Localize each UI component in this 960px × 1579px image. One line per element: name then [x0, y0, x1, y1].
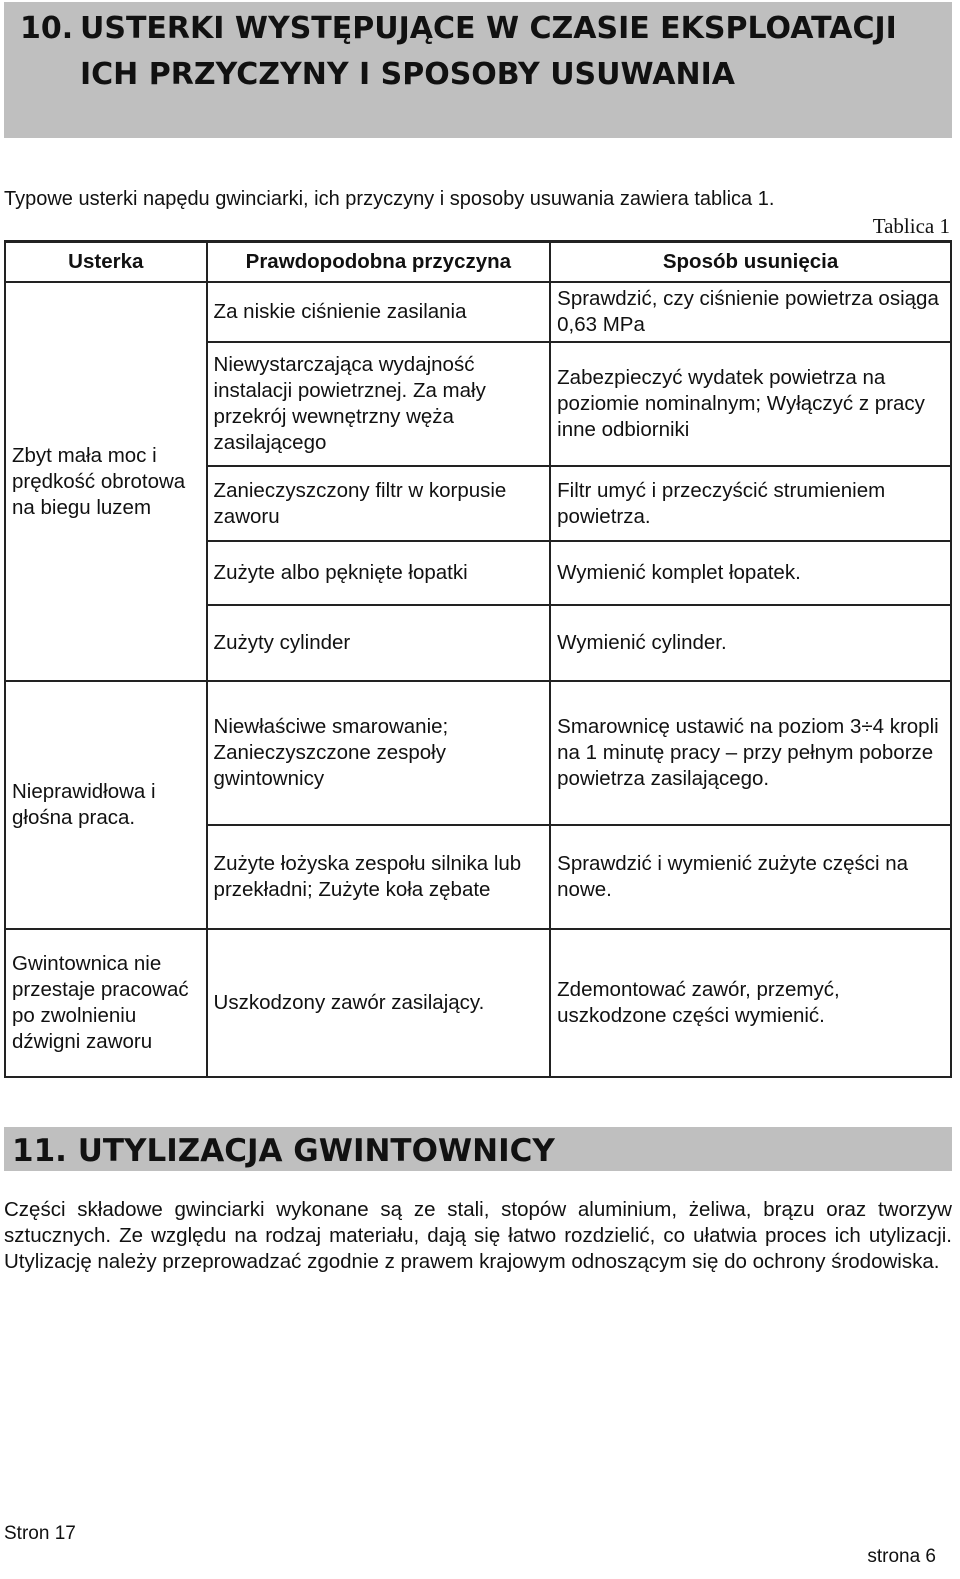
remedy-cell: Wymienić cylinder.: [550, 605, 951, 681]
cause-cell: Zużyty cylinder: [207, 605, 551, 681]
cause-cell: Niewłaściwe smarowanie; Zanieczyszczone zespoły gwintownicy: [207, 681, 551, 825]
remedy-cell: Zabezpieczyć wydatek powietrza na poziomie nominalnym; Wyłączyć z pracy inne odbiorniki: [550, 342, 951, 466]
cause-cell: Niewystarczająca wydajność instalacji powietrznej. Za mały przekrój wewnętrzny węża zasilającego: [207, 342, 551, 466]
section-11-number: 11.: [12, 1133, 67, 1169]
table-caption: Tablica 1: [872, 214, 950, 238]
header-cause: Prawdopodobna przyczyna: [207, 242, 551, 283]
table-header-row: [5, 242, 951, 283]
section-11-header: [4, 1127, 952, 1171]
fault-cell: Nieprawidłowa i głośna praca.: [5, 681, 207, 929]
remedy-cell: Smarownicę ustawić na poziom 3÷4 kropli na 1 minutę pracy – przy pełnym poborze powietrza zasilającego.: [550, 681, 951, 825]
table-row: [5, 681, 951, 825]
cause-cell: Zużyte łożyska zespołu silnika lub przekładni; Zużyte koła zębate: [207, 825, 551, 929]
faults-table: [4, 240, 952, 1078]
section-10-number: 10.: [20, 11, 74, 46]
cause-cell: Zanieczyszczony filtr w korpusie zaworu: [207, 466, 551, 541]
remedy-cell: Filtr umyć i przeczyścić strumieniem powietrza.: [550, 466, 951, 541]
disposal-paragraph: Części składowe gwinciarki wykonane są ze stali, stopów aluminium, żeliwa, brązu oraz tworzyw sztucznych. Ze względu na rodzaj materiału, dają się łatwo rozdzielić, co ułatwia proces ich utylizacji. Utylizację należy przeprowadzać zgodnie z prawem krajowym odnoszącym się do ochrony środowiska.: [4, 1198, 952, 1273]
remedy-cell: Sprawdzić, czy ciśnienie powietrza osiąga 0,63 MPa: [550, 282, 951, 342]
section-10-title: USTERKI WYSTĘPUJĄCE W CZASIE EKSPLOATACJI ICH PRZYCZYNY I SPOSOBY USUWANIA: [80, 11, 897, 92]
cause-cell: Za niskie ciśnienie zasilania: [207, 282, 551, 342]
fault-cell: Zbyt mała moc i prędkość obrotowa na biegu luzem: [5, 282, 207, 681]
table-row: [5, 282, 951, 342]
cause-cell: Uszkodzony zawór zasilający.: [207, 929, 551, 1077]
section-10-header: [4, 2, 952, 138]
remedy-cell: Sprawdzić i wymienić zużyte części na nowe.: [550, 825, 951, 929]
section-11-title: UTYLIZACJA GWINTOWNICY: [77, 1133, 555, 1169]
header-fault: Usterka: [5, 242, 207, 283]
fault-cell: Gwintownica nie przestaje pracować po zwolnieniu dźwigni zaworu: [5, 929, 207, 1077]
intro-text: Typowe usterki napędu gwinciarki, ich przyczyny i sposoby usuwania zawiera tablica 1.: [4, 188, 775, 210]
remedy-cell: Zdemontować zawór, przemyć, uszkodzone części wymienić.: [550, 929, 951, 1077]
footer-page-number: strona 6: [867, 1546, 936, 1567]
table-row: [5, 929, 951, 1077]
footer-total-pages: Stron 17: [4, 1523, 76, 1544]
header-remedy: Sposób usunięcia: [550, 242, 951, 283]
remedy-cell: Wymienić komplet łopatek.: [550, 541, 951, 605]
cause-cell: Zużyte albo pęknięte łopatki: [207, 541, 551, 605]
